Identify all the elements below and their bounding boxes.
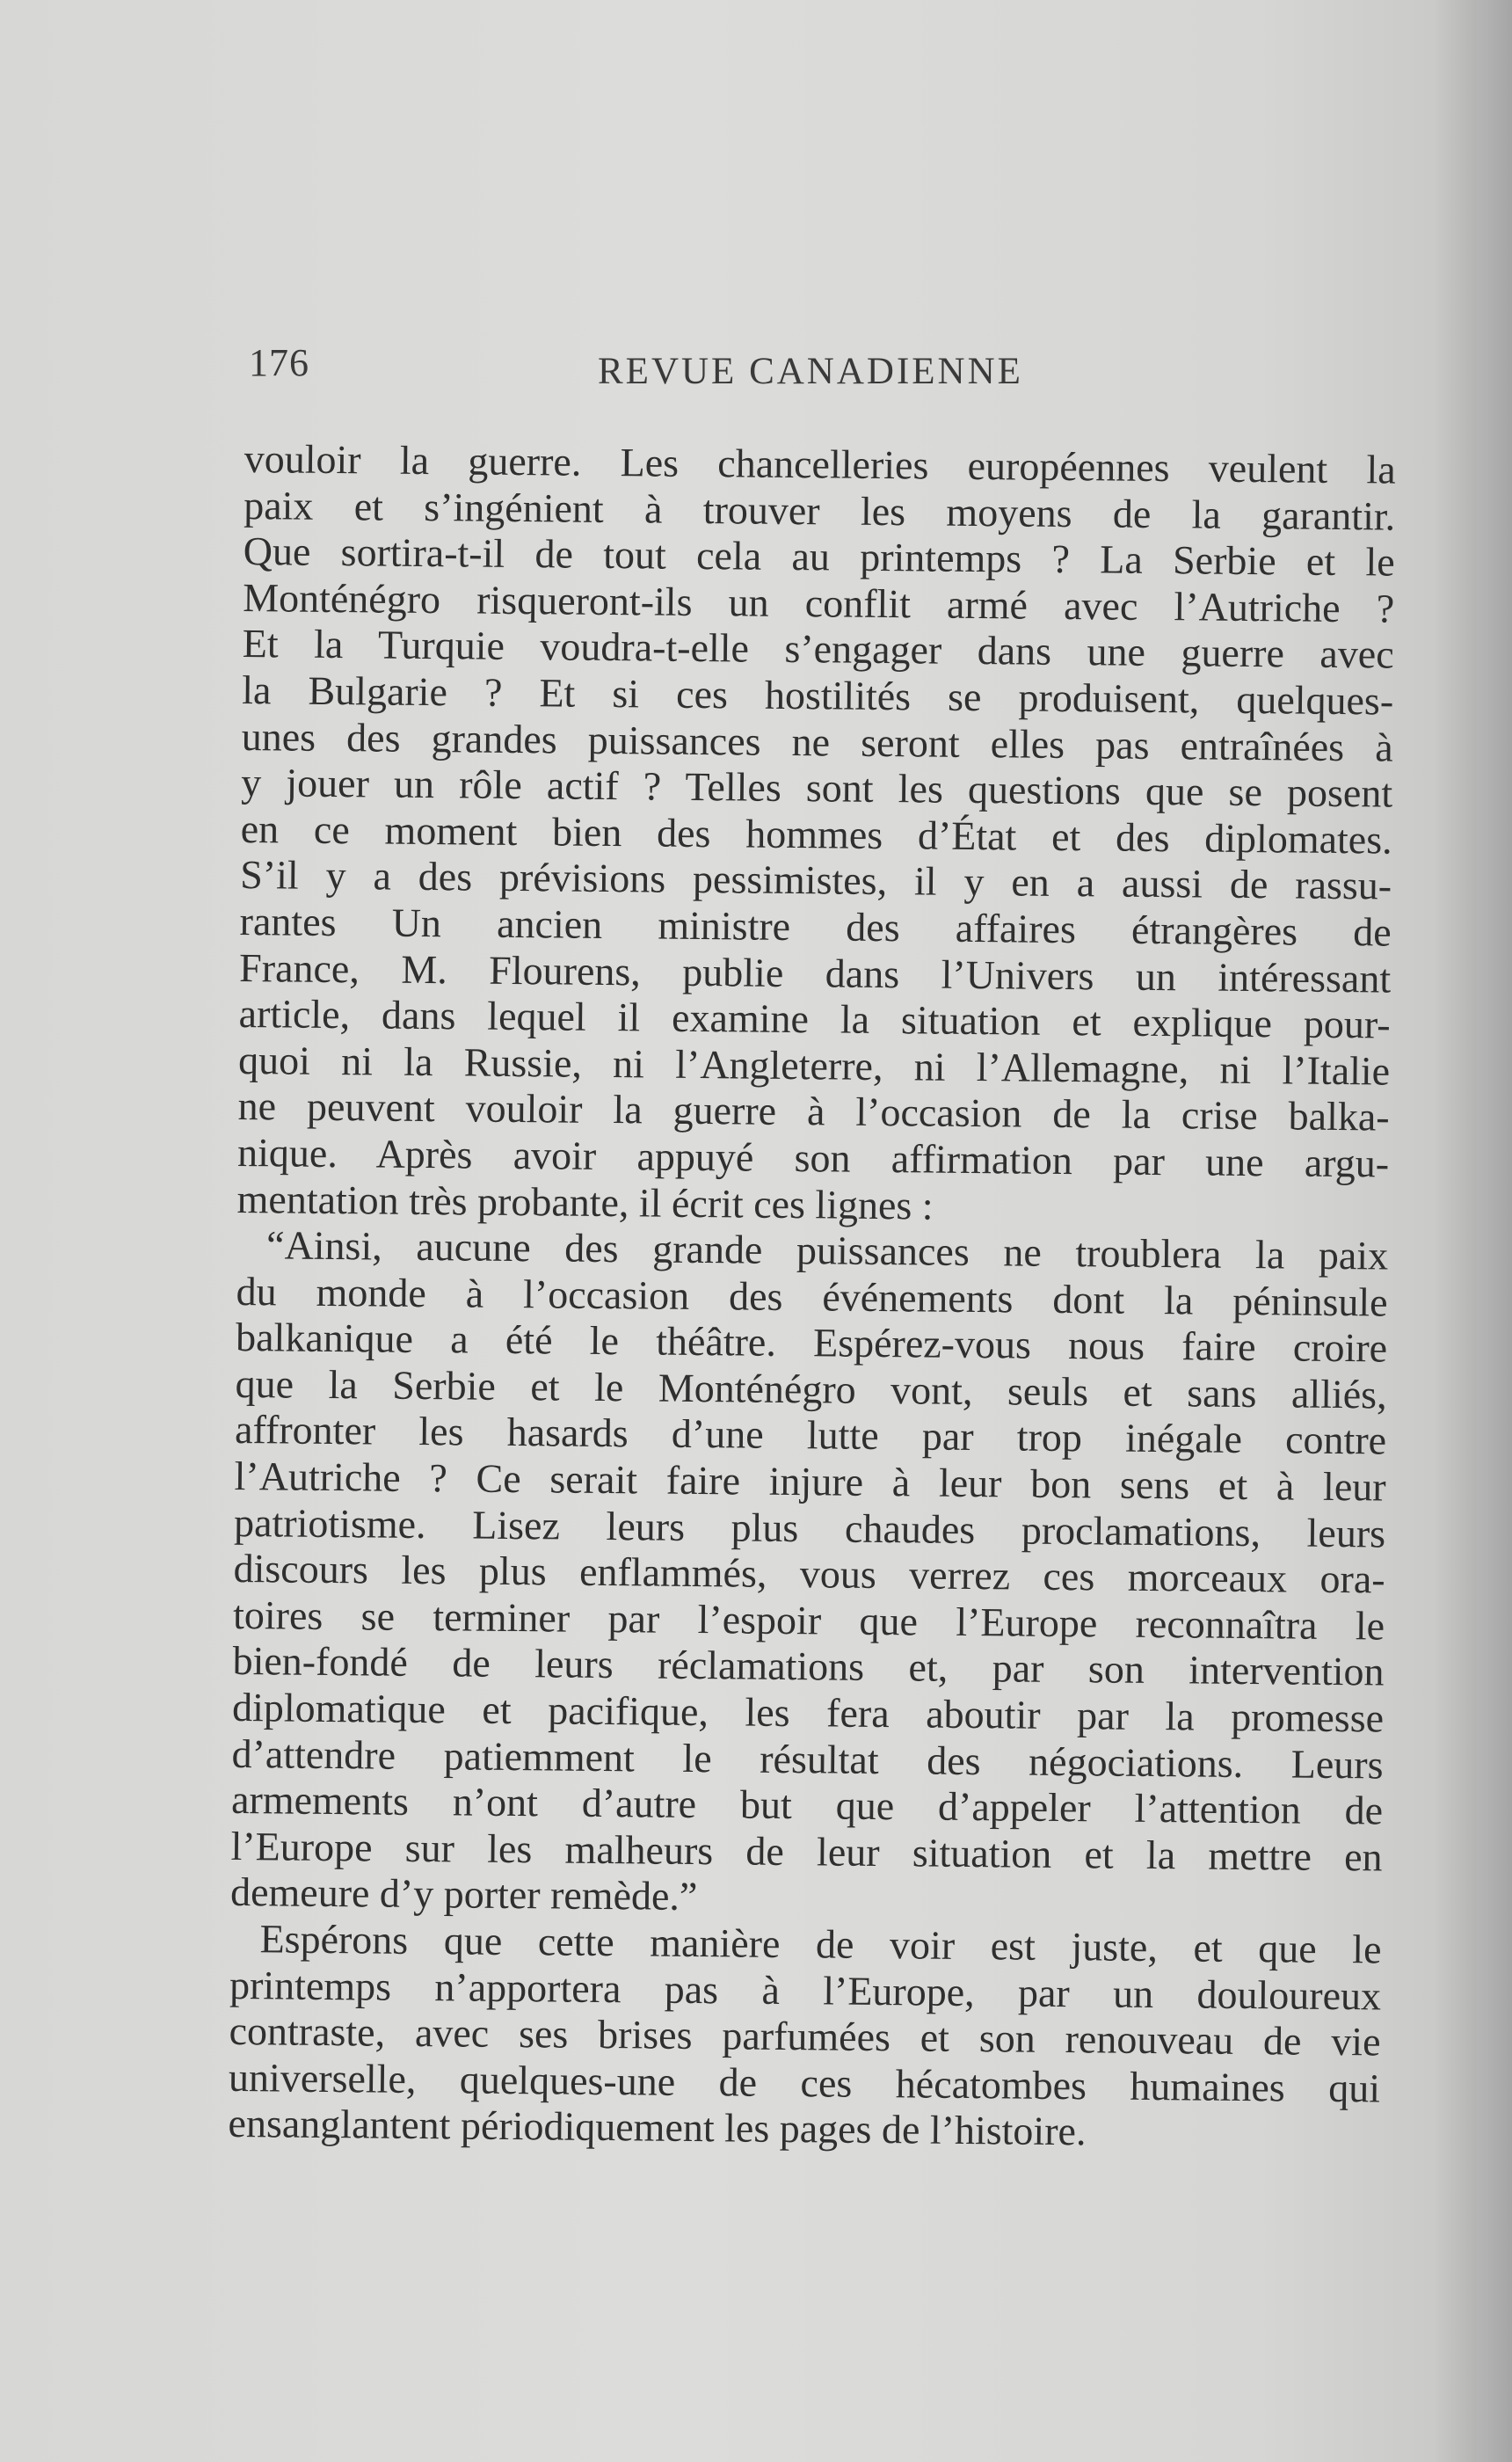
page-number: 176: [249, 341, 309, 384]
text-line: ensanglantent périodiquement les pages de l’histoire.: [228, 2101, 1087, 2154]
text-line: y jouer un rôle actif ? Telles sont les questions que se posent: [240, 760, 1393, 816]
text-line: balkanique a été le théâtre. Espérez-vous nous faire croire: [235, 1315, 1388, 1371]
text-line: nique. Après avoir appuyé son affirmation par une argu-: [236, 1129, 1390, 1186]
text-line: quoi ni la Russie, ni l’Angleterre, ni l’Allemagne, ni l’Italie: [237, 1037, 1391, 1094]
text-line: diplomatique et pacifique, les fera aboutir par la promesse: [231, 1684, 1385, 1741]
text-line: contraste, avec ses brises parfumées et son renouveau de vie: [229, 2008, 1381, 2065]
body-text: [228, 436, 1396, 2188]
text-line: que la Serbie et le Monténégro vont, seuls et sans alliés,: [235, 1360, 1387, 1417]
text-line: discours les plus enflammés, vous verrez ces morceaux ora-: [233, 1546, 1385, 1602]
text-line: Monténégro risqueront-ils un conflit armé avec l’Autriche ?: [242, 574, 1395, 631]
text-line: printemps n’apportera pas à l’Europe, par un douloureux: [229, 1962, 1382, 2019]
text-line: unes des grandes puissances ne seront elles pas entraînées à: [241, 713, 1393, 770]
text-line: bien-fondé de leurs réclamations et, par son intervention: [232, 1638, 1385, 1694]
text-line: affronter les hasards d’une lutte par trop inégale contre: [234, 1407, 1387, 1463]
text-line: Espérons que cette manière de voir est juste, et que le: [259, 1916, 1382, 1972]
text-line: mentation très probante, il écrit ces lignes :: [236, 1176, 934, 1228]
text-line: l’Autriche ? Ce serait faire injure à leur bon sens et à leur: [234, 1453, 1386, 1510]
text-line: la Bulgarie ? Et si ces hostilités se produisent, quelques-: [241, 666, 1394, 724]
text-line: d’attendre patiemment le résultat des négociations. Leurs: [231, 1730, 1384, 1788]
text-line: rantes Un ancien ministre des affaires étrangères de: [239, 898, 1392, 955]
text-line: Que sortira-t-il de tout cela au printemps ? La Serbie et le: [243, 528, 1395, 585]
text-line: vouloir la guerre. Les chancelleries européennes veulent la: [244, 436, 1396, 492]
text-line: universelle, quelques-une de ces hécatombes humaines qui: [228, 2054, 1381, 2111]
page-edge-shadow: [1433, 0, 1512, 2462]
text-line: Et la Turquie voudra-t-elle s’engager dans une guerre avec: [242, 621, 1394, 677]
text-line: ne peuvent vouloir la guerre à l’occasion de la crise balka-: [237, 1083, 1390, 1140]
text-line: paix et s’ingénient à trouver les moyens de la garantir.: [244, 482, 1396, 539]
text-line: S’il y a des prévisions pessimistes, il y en a aussi de rassu-: [239, 852, 1392, 908]
text-line: demeure d’y porter remède.”: [229, 1869, 698, 1919]
text-line: du monde à l’occasion des événements dont la péninsule: [236, 1268, 1388, 1325]
text-line: France, M. Flourens, publie dans l’Univers un intéressant: [238, 944, 1392, 1002]
text-line: patriotisme. Lisez leurs plus chaudes proclamations, leurs: [233, 1499, 1386, 1556]
text-line: l’Europe sur les malheurs de leur situation et la mettre en: [230, 1823, 1383, 1880]
text-line: toires se terminer par l’espoir que l’Europe reconnaîtra le: [232, 1592, 1385, 1649]
text-line: “Ainsi, aucune des grande puissances ne troublera la paix: [265, 1222, 1389, 1278]
running-title: REVUE CANADIENNE: [598, 351, 1023, 392]
text-line: en ce moment bien des hommes d’État et des diplomates.: [240, 805, 1392, 863]
text-line: armements n’ont d’autre but que d’appeler l’attention de: [230, 1777, 1384, 1833]
text-line: article, dans lequel il examine la situation et explique pour-: [238, 991, 1391, 1047]
